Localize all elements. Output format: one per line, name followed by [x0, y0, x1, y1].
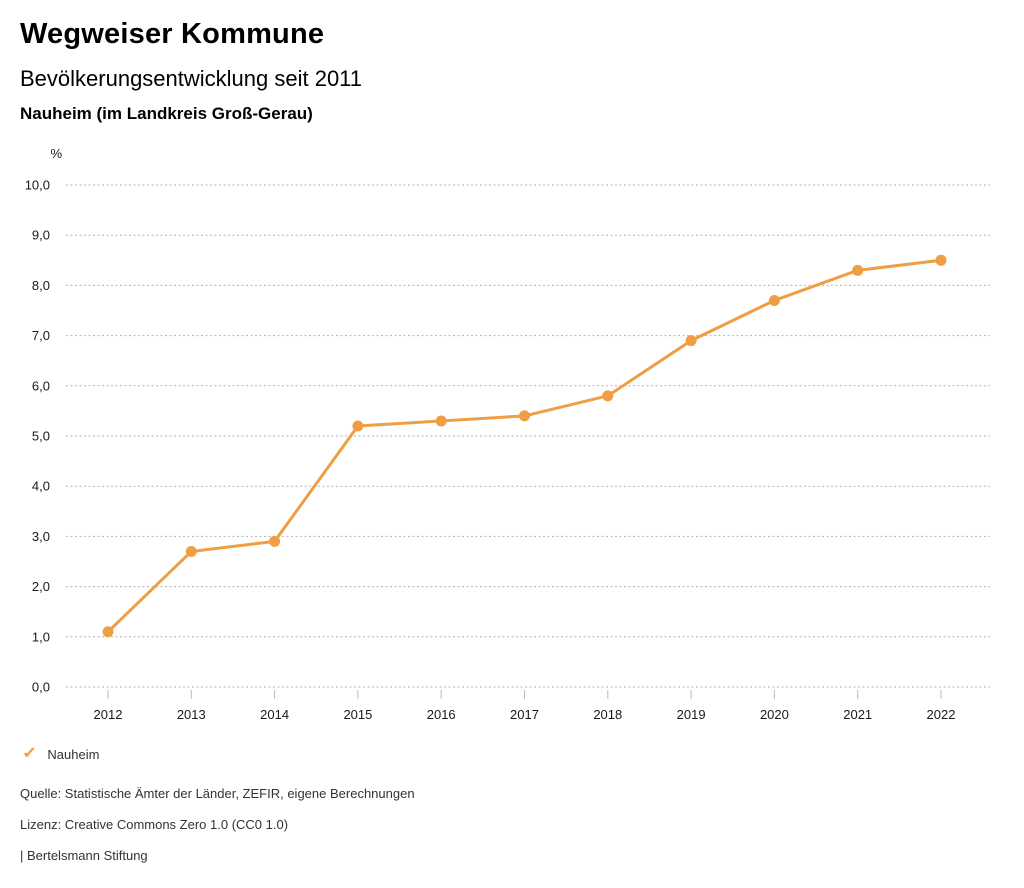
y-axis-tick-label: 1,0 — [31, 629, 50, 645]
license-note: Lizenz: Creative Commons Zero 1.0 (CC0 1.0) — [20, 817, 289, 832]
legend-item-nauheim[interactable] — [23, 746, 99, 762]
x-axis-tick-label: 2014 — [260, 707, 290, 722]
data-point-2013[interactable] — [186, 546, 197, 557]
check-icon: ✓ — [21, 745, 38, 762]
data-point-2020[interactable] — [769, 295, 780, 306]
y-axis-tick-label: 2,0 — [31, 579, 50, 595]
data-point-2021[interactable] — [852, 265, 863, 276]
line-chart — [0, 140, 1024, 740]
data-point-2017[interactable] — [519, 410, 530, 421]
y-axis-tick-label: 8,0 — [31, 277, 50, 293]
y-axis-unit-label: % — [50, 146, 62, 161]
attribution-note: | Bertelsmann Stiftung — [20, 848, 148, 863]
chart-title: Bevölkerungsentwicklung seit 2011 — [20, 66, 363, 91]
y-axis-tick-label: 3,0 — [31, 528, 50, 544]
data-point-2019[interactable] — [686, 335, 697, 346]
x-axis-tick-label: 2021 — [843, 707, 873, 722]
data-point-2015[interactable] — [352, 420, 363, 431]
data-point-2014[interactable] — [269, 536, 280, 547]
x-axis-tick-label: 2020 — [759, 707, 789, 722]
x-axis-tick-label: 2017 — [510, 707, 539, 722]
y-axis-tick-label: 5,0 — [31, 428, 50, 444]
x-axis-tick-label: 2015 — [343, 707, 373, 722]
y-axis-tick-label: 7,0 — [31, 328, 50, 344]
chart-region-subtitle: Nauheim (im Landkreis Groß-Gerau) — [20, 104, 313, 123]
data-point-2022[interactable] — [936, 255, 947, 266]
y-axis-tick-label: 9,0 — [31, 227, 50, 243]
x-axis-tick-label: 2016 — [426, 707, 456, 722]
legend — [23, 744, 99, 764]
x-axis-tick-label: 2018 — [593, 707, 623, 722]
data-point-2018[interactable] — [602, 390, 613, 401]
x-axis-tick-label: 2013 — [176, 707, 206, 722]
data-point-2016[interactable] — [436, 415, 447, 426]
source-note: Quelle: Statistische Ämter der Länder, ZEFIR, eigene Berechnungen — [20, 786, 415, 801]
x-axis-tick-label: 2012 — [93, 707, 123, 722]
line-chart-svg — [0, 140, 1024, 740]
y-axis-tick-label: 10,0 — [24, 177, 50, 193]
x-axis-tick-label: 2019 — [676, 707, 706, 722]
trend-line — [108, 260, 941, 631]
y-axis-tick-label: 0,0 — [31, 679, 50, 695]
y-axis-tick-label: 6,0 — [31, 378, 50, 394]
data-point-2012[interactable] — [103, 626, 114, 637]
x-axis-tick-label: 2022 — [926, 707, 956, 722]
legend-label: Nauheim — [47, 746, 100, 762]
page-title: Wegweiser Kommune — [20, 18, 325, 50]
y-axis-tick-label: 4,0 — [31, 478, 50, 494]
